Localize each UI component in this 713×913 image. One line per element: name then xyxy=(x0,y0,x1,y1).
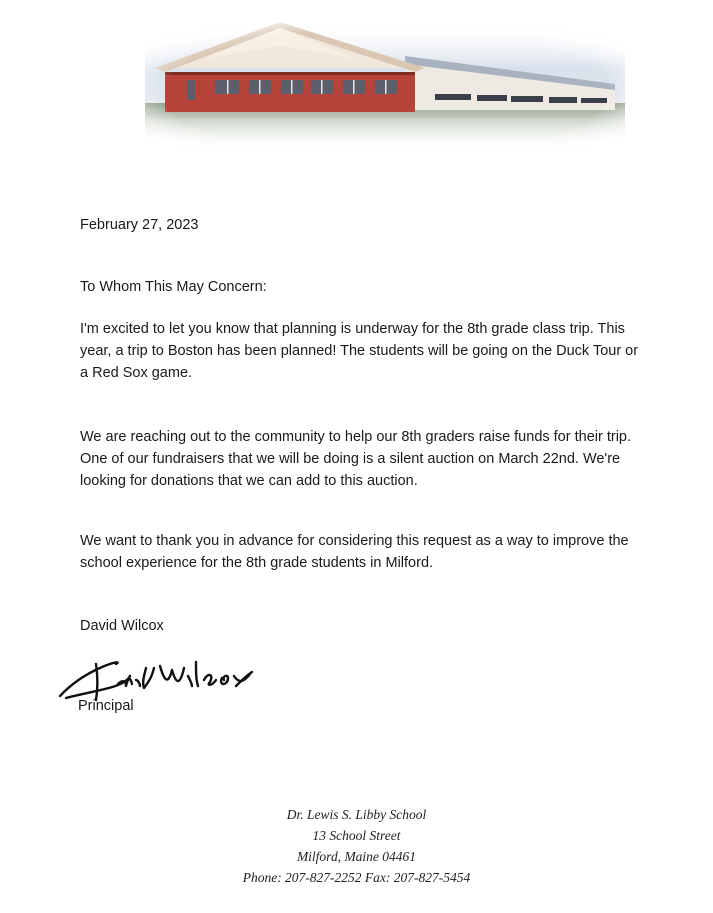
body-paragraph-1: I'm excited to let you know that planning is underway for the 8th grade class trip. This year, a trip to Boston has been planned! The students will be going on the Duck Tour or a Red Sox game. xyxy=(80,321,639,381)
footer-contact: Phone: 207-827-2252 Fax: 207-827-5454 xyxy=(242,870,471,885)
body-paragraph-3: We want to thank you in advance for considering this request as a way to improve the school experience for the 8th grade students in Milford. xyxy=(80,533,629,571)
letterhead-school-image xyxy=(145,18,625,153)
footer-school-name: Dr. Lewis S. Libby School xyxy=(286,807,427,822)
signer-name: David Wilcox xyxy=(80,618,164,634)
footer-city: Milford, Maine 04461 xyxy=(296,849,417,864)
signer-title: Principal xyxy=(78,698,134,714)
letter-date: February 27, 2023 xyxy=(80,217,199,233)
body-paragraph-2: We are reaching out to the community to help our 8th graders raise funds for their trip. One of our fundraisers that we will be doing is a silent auction on March 22nd. We're looking for donations that we can add to this auction. xyxy=(80,429,632,489)
footer-street: 13 School Street xyxy=(312,828,401,843)
footer-address xyxy=(0,804,713,888)
salutation: To Whom This May Concern: xyxy=(80,279,267,295)
